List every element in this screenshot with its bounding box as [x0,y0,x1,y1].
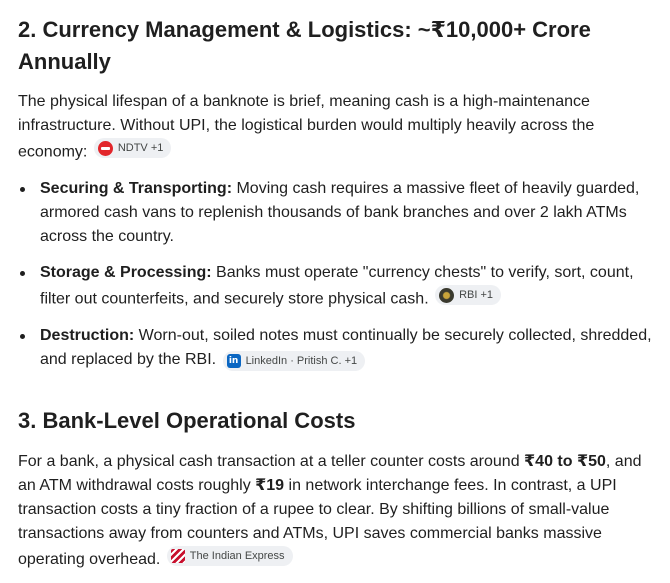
section-heading-currency-management: 2. Currency Management & Logistics: ~₹10,000+ Crore Annually [18,17,591,74]
list-item [18,261,658,312]
source-chip-linkedin[interactable] [223,351,366,371]
intro-text: The physical lifespan of a banknote is brief, meaning cash is a high-maintenance infrastructure. Without UPI, the logistical burden would multiply heavily across the economy: [18,93,595,161]
source-chip-label: NDTV +1 [117,142,164,154]
source-chip-label: LinkedIn · Pritish C. +1 [245,354,358,367]
source-chip-label: The Indian Express [189,550,285,562]
logistics-bullet-list [18,177,658,384]
ndtv-icon [98,141,113,156]
source-chip-indian-express[interactable] [167,546,293,566]
list-item [18,177,658,249]
list-item-title: Destruction: [40,326,135,344]
linkedin-icon: in [227,354,241,368]
atm-cost-value: ₹19 [255,477,285,494]
teller-cost-value: ₹40 to ₹50 [524,453,606,470]
list-item-text: Moving cash requires a massive fleet of heavily guarded, armored cash vans to replenish thousands of bank branches and over 2 lakh ATMs across the country. [40,180,640,245]
list-item-title: Storage & Processing: [40,264,212,281]
source-chip-rbi[interactable] [435,285,501,305]
list-item-text: Worn-out, soiled notes must continually be securely collected, shredded, and replaced by the RBI. [40,326,652,368]
intro-paragraph [18,90,658,165]
rbi-icon [439,288,454,303]
list-item-title: Securing & Transporting: [40,180,233,197]
source-chip-ndtv[interactable] [94,138,172,158]
source-chip-label: RBI +1 [459,289,494,301]
list-item [18,324,658,372]
section-heading-operational-costs: 3. Bank-Level Operational Costs [18,408,356,433]
indian-express-icon [171,549,185,563]
list-item-text: Banks must operate "currency chests" to verify, sort, count, filter out counterfeits, and securely store physical cash. [40,264,634,308]
costs-paragraph: For a bank, a physical cash transaction at a teller counter costs around ₹40 to ₹50, and an ATM withdrawal costs roughly ₹19 in network interchange fees. In contrast, a UPI transaction costs a tiny fraction of a rupee to clear. By shifting billions of small-value transactions away from counters and ATMs, UPI saves commercial banks massive operating overhead. The Indian Express [18,453,642,568]
